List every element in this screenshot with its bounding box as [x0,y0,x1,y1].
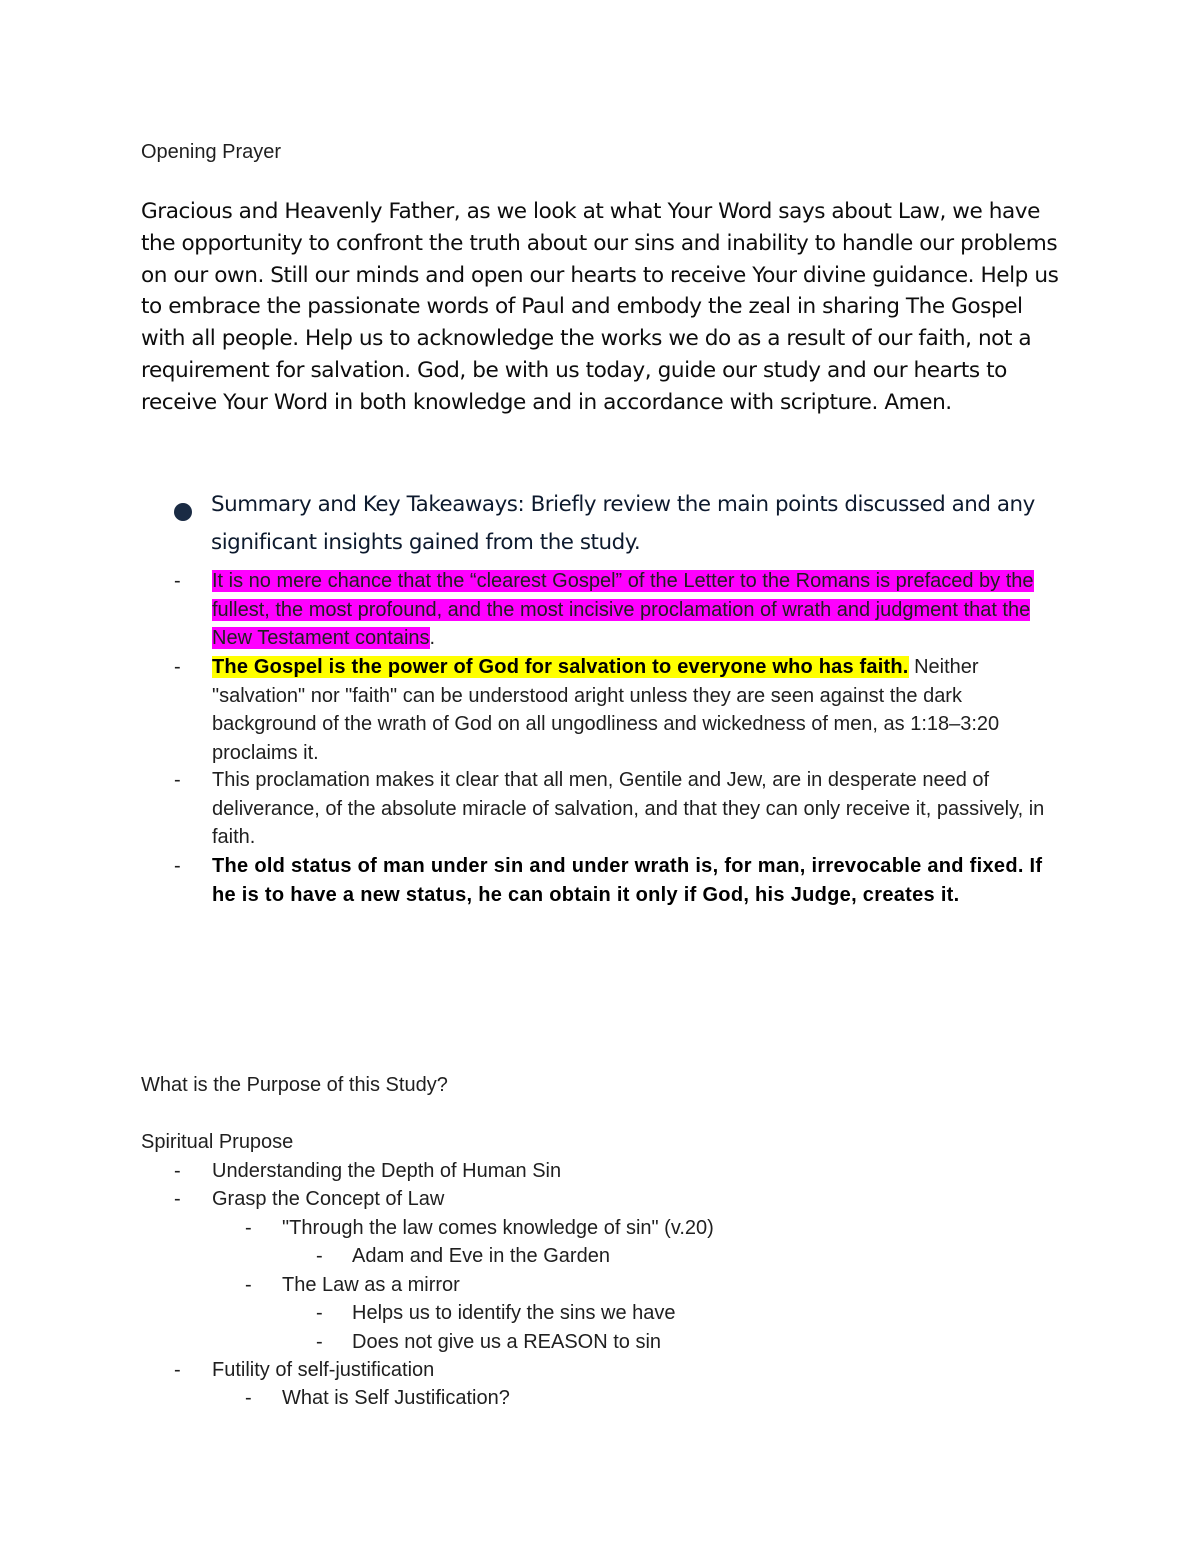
list-item [174,852,1054,942]
purpose-subtitle: Spiritual Prupose [141,1131,294,1153]
dash-marker: - [316,1245,323,1267]
list-item [174,567,1054,657]
item-text: What is Self Justification? [282,1387,510,1409]
item-text: Adam and Eve in the Garden [352,1245,610,1267]
list-item [174,653,1054,773]
purpose-title: What is the Purpose of this Study? [141,1074,448,1096]
summary-bullet-text: Summary and Key Takeaways: Briefly review the main points discussed and any significant insights gained from the study. [211,492,1035,555]
highlighted-text: It is no mere chance that the “clearest Gospel” of the Letter to the Romans is prefaced by the fullest, the most profound, and the most incisive proclamation of wrath and judgment that the New Testament contains [212,570,1034,650]
dash-marker: - [316,1302,323,1324]
point-text: This proclamation makes it clear that all men, Gentile and Jew, are in desperate need of deliverance, of the absolute miracle of salvation, and that they can only receive it, passively, in faith. [212,769,1045,849]
list-item [174,1185,874,1214]
dash-marker: - [174,656,181,678]
highlighted-bold-text: The Gospel is the power of God for salvation to everyone who has faith. [212,656,909,678]
dash-marker: - [245,1387,252,1409]
list-item [174,766,1054,856]
dash-marker: - [174,1359,181,1381]
item-text: The Law as a mirror [282,1274,460,1296]
bullet-dot-icon [174,503,192,521]
list-item [245,1384,945,1413]
dash-marker: - [245,1274,252,1296]
list-item [316,1299,916,1328]
item-text: Futility of self-justification [212,1359,435,1381]
item-text: Understanding the Depth of Human Sin [212,1160,562,1182]
dash-marker: - [174,855,181,877]
item-text: Grasp the Concept of Law [212,1188,445,1210]
bold-point-text: The old status of man under sin and under wrath is, for man, irrevocable and fixed. If he is to have a new status, he can obtain it only if God, his Judge, creates it. [212,855,1043,906]
dash-marker: - [316,1331,323,1353]
opening-prayer-text: Gracious and Heavenly Father, as we look at what Your Word says about Law, we have the opportunity to confront the truth about our sins and inability to handle our problems on our own. Still our minds and open our hearts to receive Your divine guidance. Help us to embrace the passionate words of Paul and embody the zeal in sharing The Gospel with all people. Help us to acknowledge the works we do as a result of our faith, not a requirement for salvation. God, be with us today, guide our study and our hearts to receive Your Word in both knowledge and in accordance with scripture. Amen. [141,199,1059,415]
list-item [316,1328,916,1357]
list-item [245,1214,945,1243]
item-text: Does not give us a REASON to sin [352,1331,662,1353]
summary-bullet [174,486,1074,562]
list-item [174,1157,874,1186]
list-item [245,1271,945,1300]
dash-marker: - [174,769,181,791]
item-text: Helps us to identify the sins we have [352,1302,676,1324]
dash-marker: - [245,1217,252,1239]
point-text: . [429,627,436,650]
list-item [316,1242,916,1271]
dash-marker: - [174,570,181,592]
point-text: Neither "salvation" nor "faith" can be understood aright unless they are seen against the dark background of the wrath of God on all ungodliness and wickedness of men, as 1:18–3:20 proclaims it. [212,656,1000,765]
dash-marker: - [174,1160,181,1182]
list-item [174,1356,874,1385]
dash-marker: - [174,1188,181,1210]
item-text: "Through the law comes knowledge of sin" (v.20) [282,1217,714,1239]
opening-prayer-heading: Opening Prayer [141,141,282,163]
